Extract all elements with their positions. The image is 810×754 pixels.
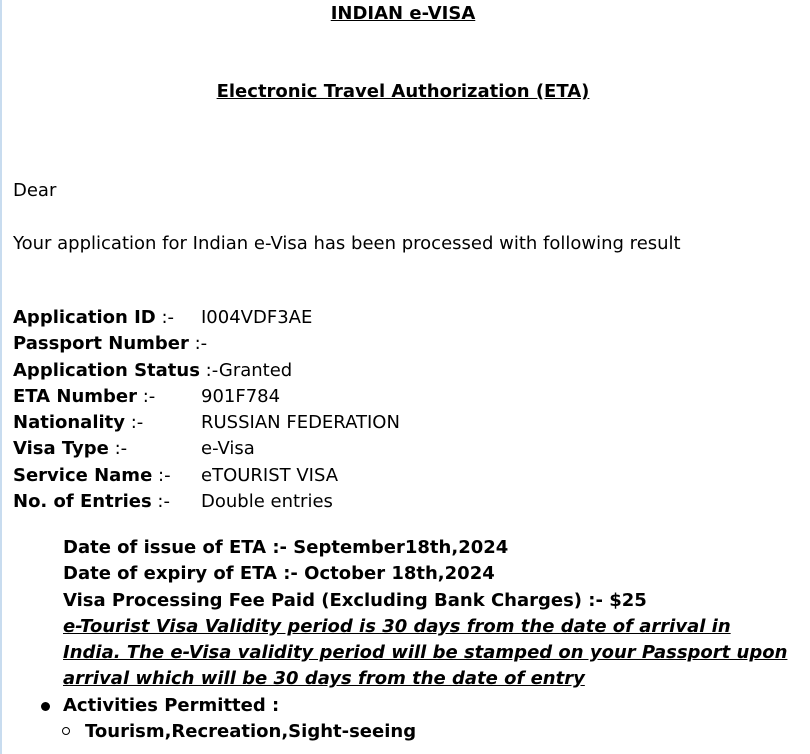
detail-row-visa-type bbox=[13, 436, 292, 462]
detail-value: eTOURIST VISA bbox=[201, 464, 339, 486]
detail-separator: :- bbox=[151, 491, 170, 513]
detail-row-entries bbox=[13, 489, 333, 515]
detail-row-passport-number bbox=[13, 331, 292, 357]
detail-label: Nationality bbox=[13, 412, 125, 434]
visa-fee: Visa Processing Fee Paid (Excluding Bank Charges) :- $25 bbox=[63, 589, 647, 611]
detail-value: I004VDF3AE bbox=[201, 307, 313, 328]
detail-label: No. of Entries bbox=[13, 491, 152, 513]
detail-separator: :- bbox=[152, 464, 171, 486]
detail-value: Granted bbox=[218, 359, 293, 381]
detail-label: Service Name bbox=[13, 464, 153, 486]
application-details bbox=[13, 305, 400, 515]
document-title: INDIAN e-VISA bbox=[330, 3, 476, 24]
detail-row-service-name bbox=[13, 463, 339, 489]
activities-list bbox=[63, 693, 803, 719]
activities-item bbox=[63, 693, 803, 719]
detail-row-eta-number bbox=[13, 384, 292, 410]
page-left-border bbox=[0, 0, 2, 754]
detail-separator: :- bbox=[136, 385, 156, 407]
eta-information bbox=[63, 535, 803, 745]
eta-expiry-date: Date of expiry of ETA :- October 18th,2024 bbox=[63, 563, 495, 585]
intro-text: Your application for Indian e-Visa has been processed with following result bbox=[13, 233, 681, 254]
detail-label: Application Status bbox=[13, 359, 200, 381]
detail-label: Passport Number bbox=[13, 333, 189, 355]
detail-label: Visa Type bbox=[13, 438, 109, 460]
validity-notice: e-Tourist Visa Validity period is 30 days from the date of arrival in India. The e-Visa validity period will be stamped on your Passport upon arrival which will be 30 days from the date of entry bbox=[63, 615, 788, 690]
activity-item bbox=[35, 719, 803, 745]
detail-separator: :- bbox=[125, 412, 144, 434]
detail-separator: :- bbox=[108, 438, 128, 460]
greeting: Dear bbox=[13, 180, 57, 201]
activities-heading: Activities Permitted : bbox=[63, 694, 280, 716]
detail-value: RUSSIAN FEDERATION bbox=[201, 412, 400, 434]
detail-value: e-Visa bbox=[201, 438, 255, 460]
detail-value: Double entries bbox=[201, 491, 333, 513]
detail-value: 901F784 bbox=[201, 385, 281, 407]
eta-issue-date: Date of issue of ETA :- September18th,2024 bbox=[63, 537, 509, 558]
detail-separator: :- bbox=[188, 333, 208, 355]
detail-label: Application ID bbox=[13, 307, 156, 328]
detail-row-application-status bbox=[13, 358, 292, 384]
activity-label: Tourism,Recreation,Sight-seeing bbox=[85, 721, 417, 743]
detail-separator: :- bbox=[155, 307, 174, 328]
detail-row-application-id bbox=[13, 305, 313, 331]
circle-bullet-icon bbox=[62, 727, 70, 735]
detail-separator: :- bbox=[199, 359, 219, 381]
bullet-icon bbox=[41, 702, 50, 711]
detail-row-nationality bbox=[13, 410, 400, 436]
document-subtitle: Electronic Travel Authorization (ETA) bbox=[216, 81, 590, 102]
detail-label: ETA Number bbox=[13, 385, 137, 407]
